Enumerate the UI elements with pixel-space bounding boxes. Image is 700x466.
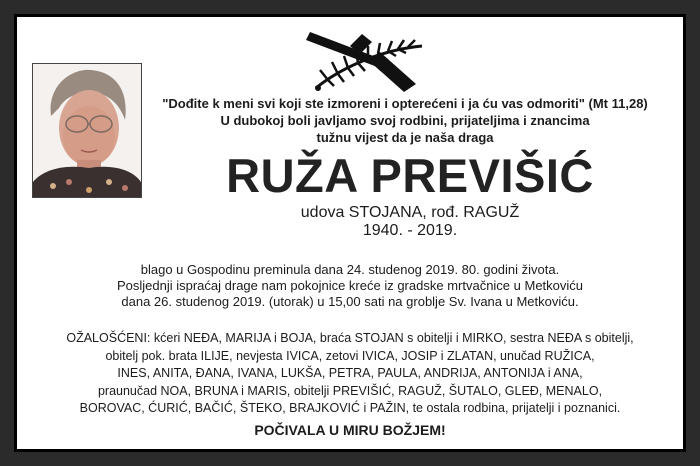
portrait-illustration	[33, 64, 141, 197]
widow-of: udova STOJANA, rođ. RAGUŽ	[300, 204, 520, 221]
funeral-info-line-2: dana 26. studenog 2019. (utorak) u 15,00 sati na groblje Sv. Ivana u Metkoviću.	[121, 294, 579, 309]
mourners-line: obitelj pok. brata ILIJE, nevjesta IVICA, zetovi IVICA, JOSIP i ZLATAN, unučad RUŽICA,	[105, 348, 595, 363]
mourners-line: OŽALOŠĆENI: kćeri NEĐA, MARIJA i BOJA, braća STOJAN s obitelji i MIRKO, sestra NEĐA s obitelji,	[66, 331, 634, 345]
portrait-photo	[32, 63, 142, 198]
announcement-line-2: tužnu vijest da je naša draga	[316, 130, 494, 145]
death-info: blago u Gospodinu preminula dana 24. studenog 2019. 80. godini života.	[140, 262, 560, 277]
life-years: 1940. - 2019.	[362, 222, 458, 239]
cross-with-palm-icon	[298, 30, 426, 98]
mourners-list	[0, 330, 700, 418]
mourners-line: INES, ANITA, ĐANA, IVANA, LUKŠA, PETRA, PAULA, ANDRIJA, ANTONIJA i ANA,	[117, 366, 583, 380]
mourners-line: praunučad NOA, BRUNA i MARIS, obitelji PREVIŠIĆ, RAGUŽ, ŠUTALO, GLEĐ, MENALO,	[97, 383, 603, 398]
announcement-line-1: U dubokoj boli javljamo svoj rodbini, prijateljima i znancima	[220, 113, 590, 128]
closing-line: POČIVALA U MIRU BOŽJEM!	[254, 422, 446, 438]
funeral-info-line-1: Posljednji ispraćaj drage nam pokojnice kreće iz gradske mrtvačnice u Metkoviću	[116, 278, 584, 293]
bible-quote: "Dođite k meni svi koji ste izmoreni i opterećeni i ja ću vas odmoriti" (Mt 11,28)	[162, 96, 648, 111]
mourners-line: BOROVAC, ĆURIĆ, BAČIĆ, ŠTEKO, BRAJKOVIĆ i PAŽIN, te ostala rodbina, prijatelji i poznanici.	[79, 401, 621, 415]
deceased-name: RUŽA PREVIŠIĆ	[226, 149, 594, 202]
